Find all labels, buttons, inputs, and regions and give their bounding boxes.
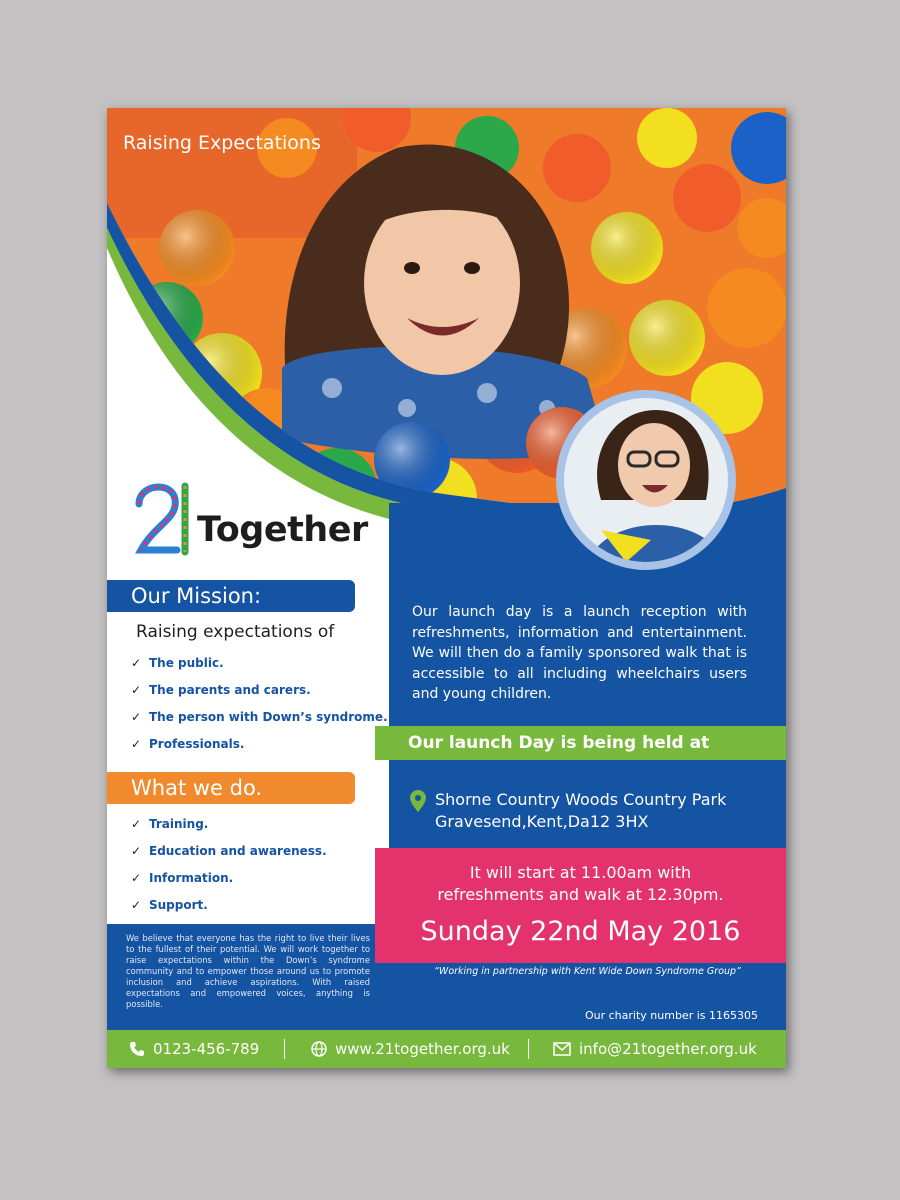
what-we-do-list <box>131 810 327 918</box>
list-item: ✓ Professionals. <box>131 736 245 751</box>
contact-footer <box>107 1030 786 1068</box>
footer-divider <box>528 1039 529 1059</box>
mission-lead: Raising expectations of <box>136 622 335 642</box>
venue-line-2: Gravesend,Kent,Da12 3HX <box>435 812 649 831</box>
mission-heading: Our Mission: <box>107 580 355 612</box>
website-link[interactable]: www.21together.org.uk <box>311 1030 510 1068</box>
logo-name: Together <box>197 510 368 550</box>
tagline: Raising Expectations <box>123 132 321 154</box>
phone-contact[interactable]: 0123-456-789 <box>129 1030 259 1068</box>
check-icon: ✓ <box>131 709 142 724</box>
list-item: ✓ Education and awareness. <box>131 843 327 858</box>
event-date: Sunday 22nd May 2016 <box>420 916 741 947</box>
check-icon: ✓ <box>131 897 142 912</box>
mission-list <box>131 649 388 757</box>
list-item: ✓ Information. <box>131 870 234 885</box>
launch-intro: Our launch day is a launch reception with refreshments, information and entertainment. We will then do a family sponsored walk that is accessible to all including wheelchairs users and young children. <box>412 604 747 702</box>
belief-statement: We believe that everyone has the right to live their lives to the fullest of their potential. We will work together to raise expectations within the Down’s syndrome community and to empower those around us to promote inclusion and achieve aspirations. With raised expectations and empowered voices, anything is possible. <box>107 924 389 1030</box>
logo-21-mark <box>133 476 203 560</box>
check-icon: ✓ <box>131 816 142 831</box>
location-pin-icon <box>410 790 426 812</box>
start-line-1: It will start at 11.00am with <box>469 863 692 882</box>
what-we-do-heading: What we do. <box>107 772 355 804</box>
phone-icon <box>129 1041 145 1057</box>
envelope-icon <box>553 1042 571 1056</box>
launch-heading: Our launch Day is being held at <box>375 726 786 760</box>
charity-number: Our charity number is 1165305 <box>584 1009 758 1022</box>
flyer <box>107 108 786 1068</box>
list-item: ✓ The parents and carers. <box>131 682 311 697</box>
partnership-note: “Working in partnership with Kent Wide Down Syndrome Group” <box>434 966 741 977</box>
check-icon: ✓ <box>131 655 142 670</box>
girl-with-glasses-photo <box>556 390 736 570</box>
venue-line-1: Shorne Country Woods Country Park <box>435 790 727 809</box>
list-item: ✓ The person with Down’s syndrome. <box>131 709 388 724</box>
logo <box>133 476 368 560</box>
venue-address <box>410 789 726 833</box>
event-time-box <box>375 848 786 963</box>
check-icon: ✓ <box>131 682 142 697</box>
check-icon: ✓ <box>131 843 142 858</box>
footer-divider <box>284 1039 285 1059</box>
list-item: ✓ Support. <box>131 897 208 912</box>
start-line-2: refreshments and walk at 12.30pm. <box>437 885 724 904</box>
check-icon: ✓ <box>131 870 142 885</box>
globe-icon <box>311 1041 327 1057</box>
check-icon: ✓ <box>131 736 142 751</box>
list-item: ✓ Training. <box>131 816 209 831</box>
email-link[interactable]: info@21together.org.uk <box>553 1030 757 1068</box>
list-item: ✓ The public. <box>131 655 224 670</box>
